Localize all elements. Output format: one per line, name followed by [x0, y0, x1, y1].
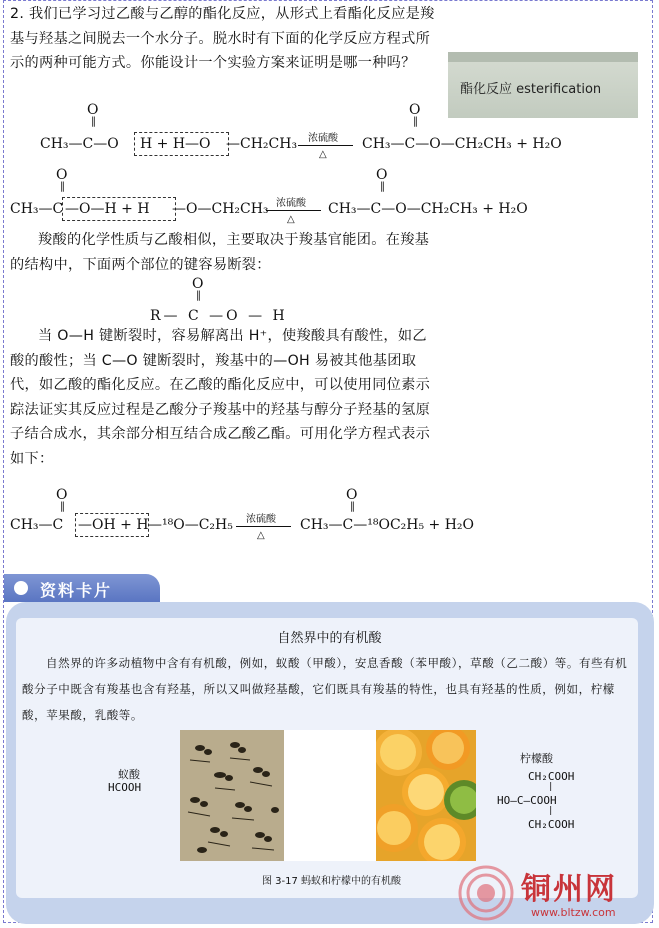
rcooh-formula: R— C —O — H — [150, 308, 288, 324]
product: CH₃—C—O—CH₂CH₃ + H₂O — [362, 136, 562, 152]
reactant-alcohol: —¹⁸O—C₂H₅ — [148, 517, 233, 533]
site-url: www.bltzw.com — [531, 906, 616, 919]
formic-acid-name: 蚁酸 — [118, 768, 140, 781]
boxed-atoms: H + H—O — [140, 136, 211, 152]
info-card-tab-label: 资料卡片 — [40, 581, 113, 600]
reactant-acid: CH₃—C—O — [40, 136, 119, 152]
logo-icon — [455, 862, 517, 924]
reactant-acid: CH₃—C — [10, 517, 64, 533]
carbonyl-o: O — [56, 167, 68, 183]
reactant-alcohol: —CH₂CH₃ — [226, 136, 298, 152]
product-carbonyl-o: O — [376, 167, 388, 183]
citrus-photo — [376, 730, 476, 861]
bullet-icon — [14, 581, 28, 595]
citric-acid-line3: CH₂COOH — [528, 818, 575, 831]
product-carbonyl-o: O — [409, 102, 421, 118]
carbonyl-o: O — [56, 487, 68, 503]
site-watermark — [455, 862, 655, 924]
reactant-acid: CH₃—C — [10, 201, 64, 217]
info-card-text: 自然界的许多动植物中含有有机酸，例如，蚁酸（甲酸），安息香酸（苯甲酸），草酸（乙二酸）等。有些有机酸分子中既含有羧基也含有羟基，所以又叫做羟基酸，它们既具有羧基的特性，也具有羟基的性质，例如，柠檬酸，苹果酸，乳酸等。 — [22, 656, 628, 722]
site-name: 铜州网 — [521, 872, 617, 907]
info-card-title: 自然界中的有机酸 — [277, 631, 382, 646]
boxed-atoms: —OH + H — [78, 517, 149, 533]
margin-term-label: 酯化反应 esterification — [460, 82, 602, 97]
question-paragraph: 2. 我们已学习过乙酸与乙醇的酯化反应，从形式上看酯化反应是羧基与羟基之间脱去一个水分子。脱水时有下面的化学反应方程式所示的两种可能方式。你能设计一个实验方案来证明是哪一种吗？ — [10, 6, 435, 71]
boxed-atoms: —O—H + H — [65, 201, 150, 217]
reactant-alcohol: —O—CH₂CH₃ — [172, 201, 269, 217]
citric-acid-name: 柠檬酸 — [520, 752, 553, 765]
esterification-paragraph: 当 O—H 键断裂时，容易解离出 H⁺，使羧酸具有酸性，如乙酸的酸性；当 C—O 键断裂时，羧基中的—OH 易被其他基团取代，如乙酸的酯化反应。在乙酸的酯化反应中，可以使用同位素示踪法证实其反应过程是乙酸分子羧基中的羟基与醇分子羟基的氢原子结合成水，其余部分相互结合成乙酸乙酯。可用化学方程式表示如下： — [10, 328, 431, 467]
carbonyl-o: O — [192, 276, 204, 292]
figure-caption: 图 3-17 蚂蚁和柠檬中的有机酸 — [262, 876, 402, 887]
product: CH₃—C—O—CH₂CH₃ + H₂O — [328, 201, 528, 217]
carboxyl-paragraph: 羧酸的化学性质与乙酸相似，主要取决于羧基官能团。在羧基的结构中，下面两个部位的键容易断裂： — [10, 232, 430, 273]
carbonyl-o: O — [87, 102, 99, 118]
citric-acid-line2: HO—C—COOH — [497, 794, 557, 807]
formic-acid-formula: HCOOH — [108, 781, 142, 794]
citric-acid-line1: CH₂COOH — [528, 770, 575, 783]
product: CH₃—C—¹⁸OC₂H₅ + H₂O — [300, 517, 475, 533]
photo-gap — [284, 730, 376, 861]
product-carbonyl-o: O — [346, 487, 358, 503]
info-card-tab — [4, 574, 160, 602]
margin-term-tag — [448, 52, 638, 118]
ants-photo — [180, 730, 284, 861]
